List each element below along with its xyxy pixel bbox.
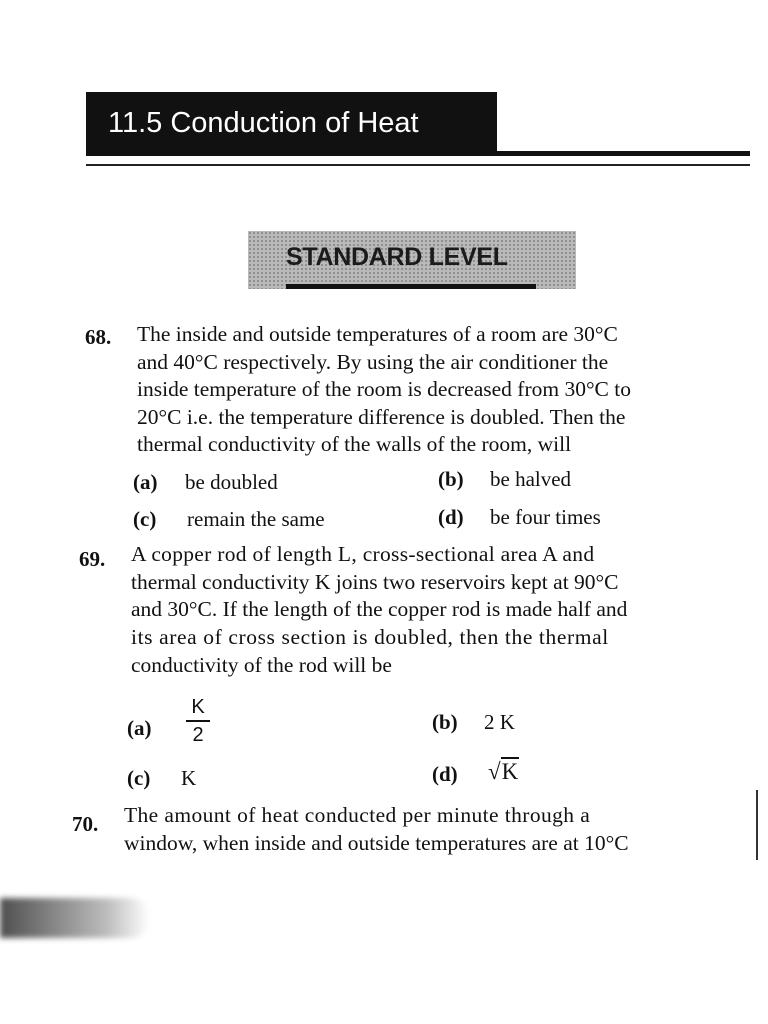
question-68-option-d (438, 505, 601, 530)
question-69-line: its area of cross section is doubled, then the thermal (131, 625, 609, 649)
question-68-line: inside temperature of the room is decreased from 30°C to (137, 377, 631, 401)
option-text: be doubled (185, 470, 278, 494)
option-label: (c) (133, 507, 157, 531)
question-69-number: 69. (79, 547, 106, 571)
option-label: (b) (438, 467, 464, 491)
question-68-option-b (438, 467, 571, 492)
option-label: (a) (133, 470, 158, 494)
question-68-option-a (133, 470, 278, 495)
option-label: (d) (438, 505, 464, 529)
fraction-bar (186, 720, 210, 722)
section-rule-thick (86, 151, 750, 156)
question-69-option-c (127, 766, 196, 791)
level-label: STANDARD LEVEL (286, 243, 508, 271)
question-68-line: The inside and outside temperatures of a room are 30°C (137, 322, 618, 346)
square-root-k (488, 759, 519, 785)
radical-sign: √ (488, 759, 501, 784)
question-68-line: 20°C i.e. the temperature difference is doubled. Then the (137, 405, 626, 429)
section-rule-thin (86, 164, 750, 166)
question-69-option-b (432, 710, 515, 735)
question-70-line: The amount of heat conducted per minute through a (124, 803, 591, 827)
fraction-denominator: 2 (192, 724, 204, 746)
question-70-line: window, when inside and outside temperatures are at 10°C (124, 831, 629, 855)
option-text: be halved (490, 467, 572, 491)
option-label: (b) (432, 710, 458, 734)
question-68-number: 68. (85, 325, 112, 349)
option-text: K (181, 766, 197, 790)
option-label: (c) (127, 766, 151, 790)
question-69-line: thermal conductivity K joins two reservoirs kept at 90°C (131, 570, 619, 594)
scan-smudge (0, 898, 150, 938)
option-text: 2 K (484, 710, 515, 734)
level-underline (286, 284, 536, 289)
question-68-line: and 40°C respectively. By using the air conditioner the (137, 350, 609, 374)
option-label: (d) (432, 762, 458, 786)
question-69-option-d (432, 762, 458, 787)
question-69-line: conductivity of the rod will be (131, 653, 392, 677)
option-label: (a) (127, 716, 152, 740)
fraction-numerator: K (191, 696, 205, 718)
option-text: be four times (490, 505, 601, 529)
question-69-line: and 30°C. If the length of the copper rod is made half and (131, 597, 628, 621)
question-70-number: 70. (72, 812, 99, 836)
question-68-line: thermal conductivity of the walls of the room, will (137, 432, 572, 456)
page-edge-shadow (756, 790, 758, 860)
option-text: remain the same (187, 507, 325, 531)
section-title: 11.5 Conduction of Heat (86, 92, 497, 154)
radicand: K (501, 759, 519, 784)
question-69-line: A copper rod of length L, cross-sectional area A and (131, 542, 595, 566)
fraction-k-over-2 (186, 696, 210, 746)
question-68-option-c (133, 507, 325, 532)
question-69-option-a (127, 716, 152, 741)
